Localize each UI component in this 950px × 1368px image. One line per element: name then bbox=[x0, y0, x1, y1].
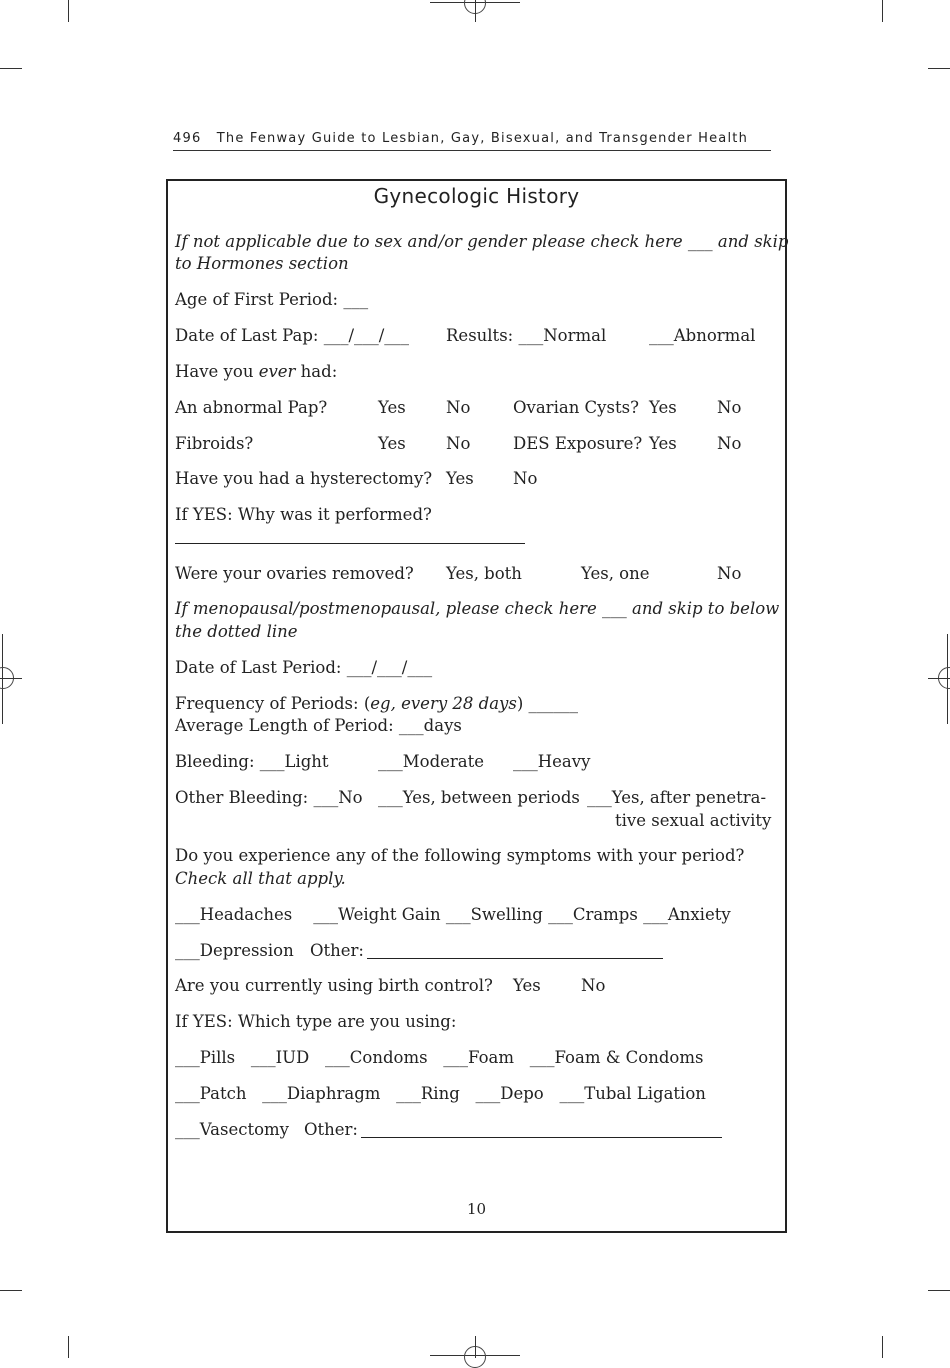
registration-line bbox=[928, 678, 950, 679]
ovaries-yes-both: Yes, both bbox=[446, 564, 522, 583]
des-exposure-label: DES Exposure? bbox=[513, 434, 643, 453]
registration-line bbox=[475, 0, 476, 22]
check-all-instruction: Check all that apply. bbox=[175, 869, 346, 888]
crop-mark bbox=[68, 1336, 69, 1358]
symptom-other-label: Other: bbox=[310, 941, 364, 960]
crop-mark bbox=[928, 1290, 950, 1291]
crop-mark bbox=[68, 0, 69, 22]
bleeding-heavy: ___Heavy bbox=[513, 752, 591, 771]
fibroids-no: No bbox=[446, 434, 471, 453]
des-exposure-no: No bbox=[717, 434, 742, 453]
birth-control-no: No bbox=[581, 976, 606, 995]
age-first-period: Age of First Period: ___ bbox=[175, 290, 369, 309]
bleeding-light: Bleeding: ___Light bbox=[175, 752, 329, 771]
des-exposure-yes: Yes bbox=[649, 434, 677, 453]
which-type-question: If YES: Which type are you using: bbox=[175, 1012, 457, 1031]
abnormal-pap-no: No bbox=[446, 398, 471, 417]
hysterectomy-yes: Yes bbox=[446, 469, 474, 488]
crop-mark bbox=[882, 0, 883, 22]
symptom-other-line bbox=[367, 958, 663, 959]
results-normal: Results: ___Normal bbox=[446, 326, 607, 345]
gynecologic-history-form bbox=[166, 179, 787, 1233]
crop-mark bbox=[0, 68, 22, 69]
date-last-pap: Date of Last Pap: ___/___/___ bbox=[175, 326, 410, 345]
birth-control-options-1: ___Pills ___IUD ___Condoms ___Foam ___Foam & Condoms bbox=[175, 1048, 704, 1067]
other-bleeding-after-cont: tive sexual activity bbox=[615, 811, 772, 830]
crop-mark bbox=[0, 1290, 22, 1291]
other-bleeding-no: Other Bleeding: ___No bbox=[175, 788, 363, 807]
symptoms-options: ___Headaches ___Weight Gain ___Swelling ___Cramps ___Anxiety bbox=[175, 905, 731, 924]
book-title: The Fenway Guide to Lesbian, Gay, Bisexual, and Transgender Health bbox=[216, 131, 749, 146]
fibroids-yes: Yes bbox=[378, 434, 406, 453]
ovaries-removed-label: Were your ovaries removed? bbox=[175, 564, 414, 583]
hysterectomy-no: No bbox=[513, 469, 538, 488]
birth-control-options-2: ___Patch ___Diaphragm ___Ring ___Depo ___Tubal Ligation bbox=[175, 1084, 706, 1103]
registration-line bbox=[475, 1336, 476, 1358]
ovaries-no: No bbox=[717, 564, 742, 583]
registration-line bbox=[0, 678, 22, 679]
average-length: Average Length of Period: ___days bbox=[175, 716, 462, 735]
birth-control-other-label: Other: bbox=[304, 1120, 358, 1139]
answer-line bbox=[175, 543, 525, 544]
abnormal-pap-yes: Yes bbox=[378, 398, 406, 417]
birth-control-question: Are you currently using birth control? bbox=[175, 976, 493, 995]
not-applicable-line-1: If not applicable due to sex and/or gender please check here ___ and skip bbox=[175, 232, 789, 251]
bleeding-moderate: ___Moderate bbox=[378, 752, 485, 771]
form-page-number: 10 bbox=[466, 1200, 487, 1218]
crop-mark bbox=[928, 68, 950, 69]
menopausal-line-1: If menopausal/postmenopausal, please check here ___ and skip to below bbox=[175, 599, 780, 618]
symptoms-question: Do you experience any of the following symptoms with your period? bbox=[175, 846, 745, 865]
results-abnormal: ___Abnormal bbox=[649, 326, 756, 345]
frequency-of-periods: Frequency of Periods: (eg, every 28 days) ______ bbox=[175, 694, 579, 713]
if-yes-why: If YES: Why was it performed? bbox=[175, 505, 432, 524]
form-title: Gynecologic History bbox=[373, 184, 580, 208]
ovaries-yes-one: Yes, one bbox=[581, 564, 650, 583]
hysterectomy-label: Have you had a hysterectomy? bbox=[175, 469, 433, 488]
symptom-depression: ___Depression bbox=[175, 941, 294, 960]
date-last-period: Date of Last Period: ___/___/___ bbox=[175, 658, 433, 677]
other-bleeding-between: ___Yes, between periods bbox=[378, 788, 580, 807]
ovarian-cysts-yes: Yes bbox=[649, 398, 677, 417]
fibroids-label: Fibroids? bbox=[175, 434, 254, 453]
running-header bbox=[173, 131, 771, 151]
header-page-number: 496 bbox=[173, 131, 202, 146]
menopausal-line-2: the dotted line bbox=[175, 622, 298, 641]
birth-control-vasectomy: ___Vasectomy bbox=[175, 1120, 289, 1139]
not-applicable-line-2: to Hormones section bbox=[175, 254, 349, 273]
birth-control-yes: Yes bbox=[513, 976, 541, 995]
abnormal-pap-label: An abnormal Pap? bbox=[175, 398, 328, 417]
other-bleeding-after: ___Yes, after penetra- bbox=[587, 788, 767, 807]
have-you-ever-had: Have you ever had: bbox=[175, 362, 338, 381]
ovarian-cysts-label: Ovarian Cysts? bbox=[513, 398, 639, 417]
ovarian-cysts-no: No bbox=[717, 398, 742, 417]
crop-mark bbox=[882, 1336, 883, 1358]
birth-control-other-line bbox=[361, 1137, 722, 1138]
